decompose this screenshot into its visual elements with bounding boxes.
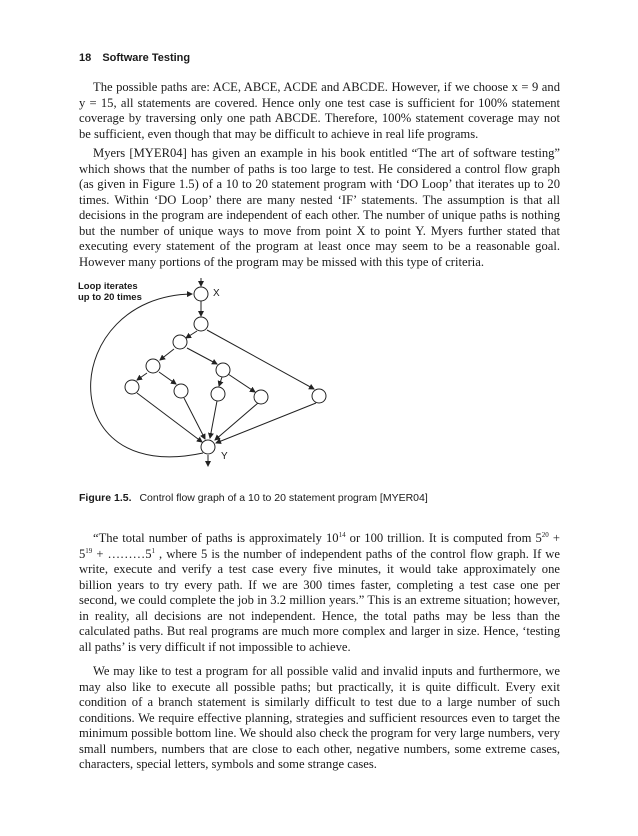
paragraph-myers: Myers [MYER04] has given an example in his book entitled “The art of software testing” which shows that the number of paths is too large to test. He considered a control flow graph (as given in Figure 1.5) of a 10 to 20 statement program with ‘DO Loop’ that iterates up to 20 times. Within ‘DO Loop’ there are many nested ‘IF’ statements. The assumption is that all decisions in the program are independent of each other. The number of unique paths is nothing but the number of unique ways to move from point X to point Y. Myers further stated that executing every statement of the program at least once may seem to be a reasonable goal. However many portions of the program may be missed with this type of criteria. xyxy=(79,146,560,269)
node xyxy=(125,380,139,394)
loop-back-edge xyxy=(91,294,203,457)
control-flow-graph-figure xyxy=(70,276,370,476)
edge xyxy=(160,349,174,360)
node xyxy=(146,359,160,373)
edge xyxy=(184,398,205,439)
node xyxy=(211,387,225,401)
edge xyxy=(210,401,217,438)
edge xyxy=(159,372,176,384)
node-y-label: Y xyxy=(221,451,228,462)
control-flow-graph xyxy=(70,276,370,476)
paragraph-total-paths: “The total number of paths is approximately $10^{14}$ or 100 trillion. It is computed from $5^{20} + 5^{19}$ + $\dots\dots\dots 5^1$ , where 5 is the number of independent paths of the control flow graph. If we write, execute and verify a test case every five minutes, it would take approximately one billion years to try every path. If we are 300 times faster, completing a test case one per second, we could complete the job in 3.2 million years.” This is an extreme situation; however, in reality, all decisions are not independent. Hence, the total paths may be less than the calculated paths. But real programs are much more complex and larger in size. Hence, ‘testing all paths’ is very difficult if not impossible to achieve. xyxy=(79,531,560,654)
caption-number: Figure 1.5. xyxy=(79,492,132,504)
edge xyxy=(207,330,314,389)
page-number: 18 xyxy=(79,52,92,64)
node xyxy=(254,390,268,404)
node xyxy=(216,363,230,377)
edge xyxy=(137,373,147,380)
node xyxy=(174,384,188,398)
node xyxy=(312,389,326,403)
figure-caption xyxy=(79,492,560,504)
edge xyxy=(187,348,217,364)
loop-label: Loop iterates up to 20 times xyxy=(78,281,142,303)
node-x-label: X xyxy=(213,288,220,299)
node-x xyxy=(194,287,208,301)
running-header xyxy=(79,52,190,64)
caption-text: Control flow graph of a 10 to 20 statement program [MYER04] xyxy=(139,492,428,504)
node xyxy=(173,335,187,349)
running-title: Software Testing xyxy=(102,52,191,64)
node xyxy=(194,317,208,331)
node-y xyxy=(201,440,215,454)
edge xyxy=(186,331,197,338)
edge xyxy=(219,377,222,386)
edge xyxy=(228,374,255,392)
edge xyxy=(137,393,202,442)
edge xyxy=(216,403,316,443)
paragraph-inputs: We may like to test a program for all possible valid and invalid inputs and furthermore, we may also like to execute all possible paths; but practically, it is quite difficult. Every exit condition of a branch statement is similarly difficult to test due to a large number of such conditions. We require effective planning, strategies and sufficient resources even to target the minimum possible bottom line. We should also check the program for very large numbers, very small numbers, numbers that are close to each other, negative numbers, some extreme cases, characters, special letters, symbols and some strange cases. xyxy=(79,664,560,771)
paragraph-paths: The possible paths are: ACE, ABCE, ACDE and ABCDE. However, if we choose x = 9 and y = 15, all statements are covered. Hence only one test case is sufficient for 100% statement coverage by traversing only one path ABCDE. Therefore, 100% statement coverage may not be sufficient, even though that may be difficult to achieve in real life programs. xyxy=(79,80,560,141)
